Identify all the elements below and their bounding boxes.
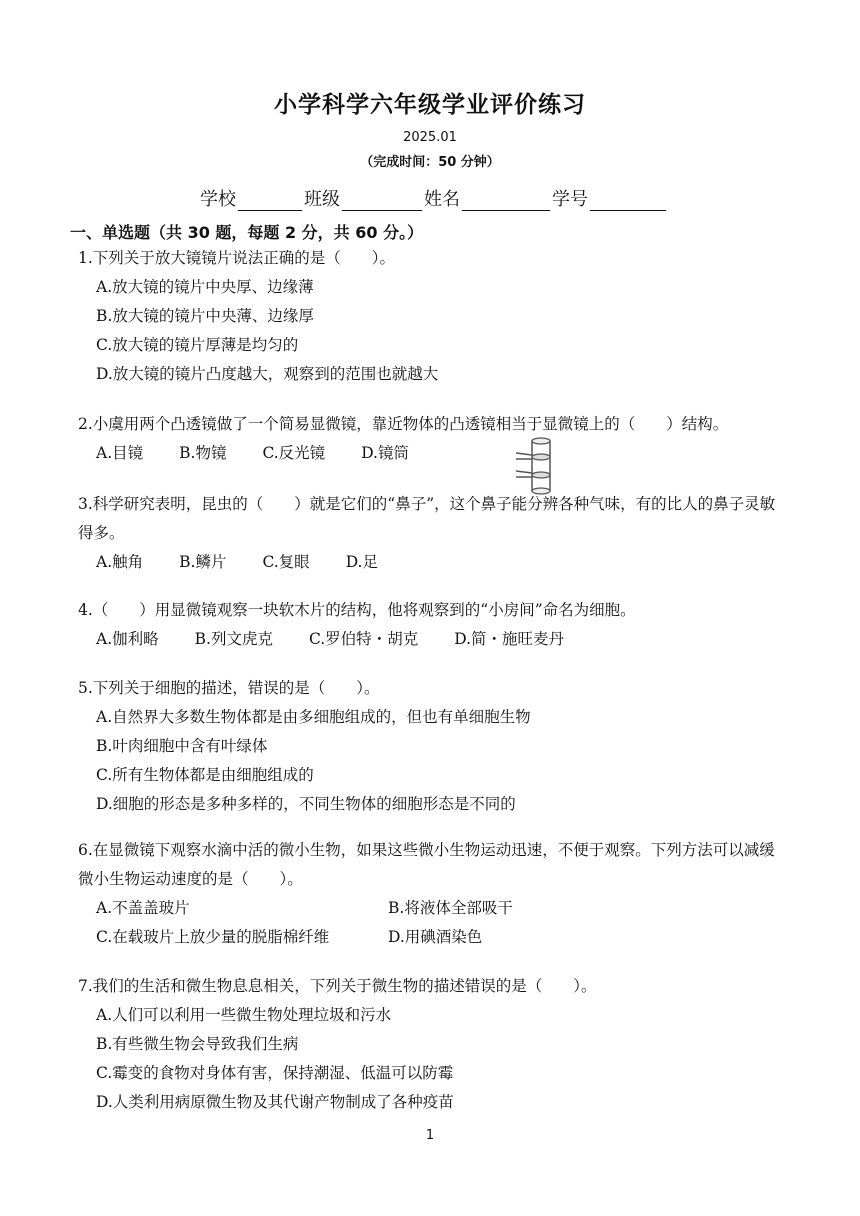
question-stem: 5.下列关于细胞的描述，错误的是（ ）。 (78, 679, 380, 697)
option-b[interactable]: B.鳞片 (179, 553, 227, 571)
question-3 (78, 490, 788, 577)
option-a[interactable]: A.放大镜的镜片中央厚、边缘薄 (96, 278, 314, 296)
option-d[interactable]: D.放大镜的镜片凸度越大，观察到的范围也就越大 (96, 365, 439, 383)
option-d[interactable]: D.人类利用病原微生物及其代谢产物制成了各种疫苗 (96, 1093, 454, 1111)
microscope-lens-illustration (512, 437, 560, 495)
question-stem: 2.小虞用两个凸透镜做了一个简易显微镜，靠近物体的凸透镜相当于显微镜上的（ ）结构。 (78, 415, 729, 433)
option-b[interactable]: B.将液体全部吸干 (388, 899, 513, 917)
page-title: 小学科学六年级学业评价练习 (274, 92, 586, 118)
option-d[interactable]: D.用碘酒染色 (388, 928, 483, 946)
option-a[interactable]: A.不盖盖玻片 (96, 899, 190, 917)
name-blank[interactable] (462, 190, 550, 211)
option-c[interactable]: C.霉变的食物对身体有害，保持潮湿、低温可以防霉 (96, 1064, 454, 1082)
student-info-row (200, 185, 668, 211)
option-d[interactable]: D.足 (345, 553, 378, 571)
question-2 (78, 410, 728, 468)
option-a[interactable]: A.触角 (96, 553, 144, 571)
option-b[interactable]: B.物镜 (179, 444, 227, 462)
question-1 (78, 244, 438, 389)
question-6 (78, 836, 788, 952)
options-row (78, 548, 788, 577)
option-b[interactable]: B.列文虎克 (194, 630, 273, 648)
question-7 (78, 972, 597, 1117)
student-number-label: 学号 (552, 189, 588, 210)
section-title: 一、单选题（共 30 题，每题 2 分，共 60 分。） (70, 223, 424, 242)
class-blank[interactable] (342, 190, 422, 211)
student-number-blank[interactable] (590, 190, 666, 211)
school-label: 学校 (200, 189, 236, 210)
question-4 (78, 596, 636, 654)
option-a[interactable]: A.自然界大多数生物体都是由多细胞组成的，但也有单细胞生物 (96, 708, 531, 726)
option-d[interactable]: D.镜筒 (361, 444, 409, 462)
option-b[interactable]: B.放大镜的镜片中央薄、边缘厚 (96, 307, 314, 325)
question-stem: 7.我们的生活和微生物息息相关，下列关于微生物的描述错误的是（ ）。 (78, 977, 597, 995)
option-d[interactable]: D.简・施旺麦丹 (454, 630, 565, 648)
question-stem: 4.（ ）用显微镜观察一块软木片的结构，他将观察到的“小房间”命名为细胞。 (78, 601, 636, 619)
options-grid (78, 894, 788, 952)
option-b[interactable]: B.叶肉细胞中含有叶绿体 (96, 737, 268, 755)
class-label: 班级 (304, 189, 340, 210)
options-row (78, 439, 728, 468)
question-stem: 3.科学研究表明，昆虫的（ ）就是它们的“鼻子”，这个鼻子能分辨各种气味，有的比人的鼻子灵敏得多。 (78, 495, 776, 542)
option-c[interactable]: C.罗伯特・胡克 (308, 630, 419, 648)
name-label: 姓名 (424, 189, 460, 210)
option-c[interactable]: C.在载玻片上放少量的脱脂棉纤维 (96, 928, 330, 946)
exam-date: 2025.01 (403, 130, 457, 145)
question-5 (78, 674, 531, 819)
question-stem: 6.在显微镜下观察水滴中活的微小生物，如果这些微小生物运动迅速，不便于观察。下列方法可以减缓微小生物运动速度的是（ ）。 (78, 841, 775, 888)
option-b[interactable]: B.有些微生物会导致我们生病 (96, 1035, 299, 1053)
option-c[interactable]: C.复眼 (262, 553, 310, 571)
option-c[interactable]: C.放大镜的镜片厚薄是均匀的 (96, 336, 299, 354)
option-c[interactable]: C.所有生物体都是由细胞组成的 (96, 766, 314, 784)
question-stem: 1.下列关于放大镜镜片说法正确的是（ ）。 (78, 249, 396, 267)
school-blank[interactable] (238, 190, 302, 211)
page-number: 1 (425, 1128, 435, 1143)
option-a[interactable]: A.伽利略 (96, 630, 159, 648)
options-row (78, 625, 636, 654)
option-a[interactable]: A.人们可以利用一些微生物处理垃圾和污水 (96, 1006, 392, 1024)
option-a[interactable]: A.目镜 (96, 444, 144, 462)
time-note: （完成时间：50 分钟） (360, 155, 500, 170)
option-d[interactable]: D.细胞的形态是多种多样的，不同生物体的细胞形态是不同的 (96, 795, 516, 813)
option-c[interactable]: C.反光镜 (262, 444, 326, 462)
